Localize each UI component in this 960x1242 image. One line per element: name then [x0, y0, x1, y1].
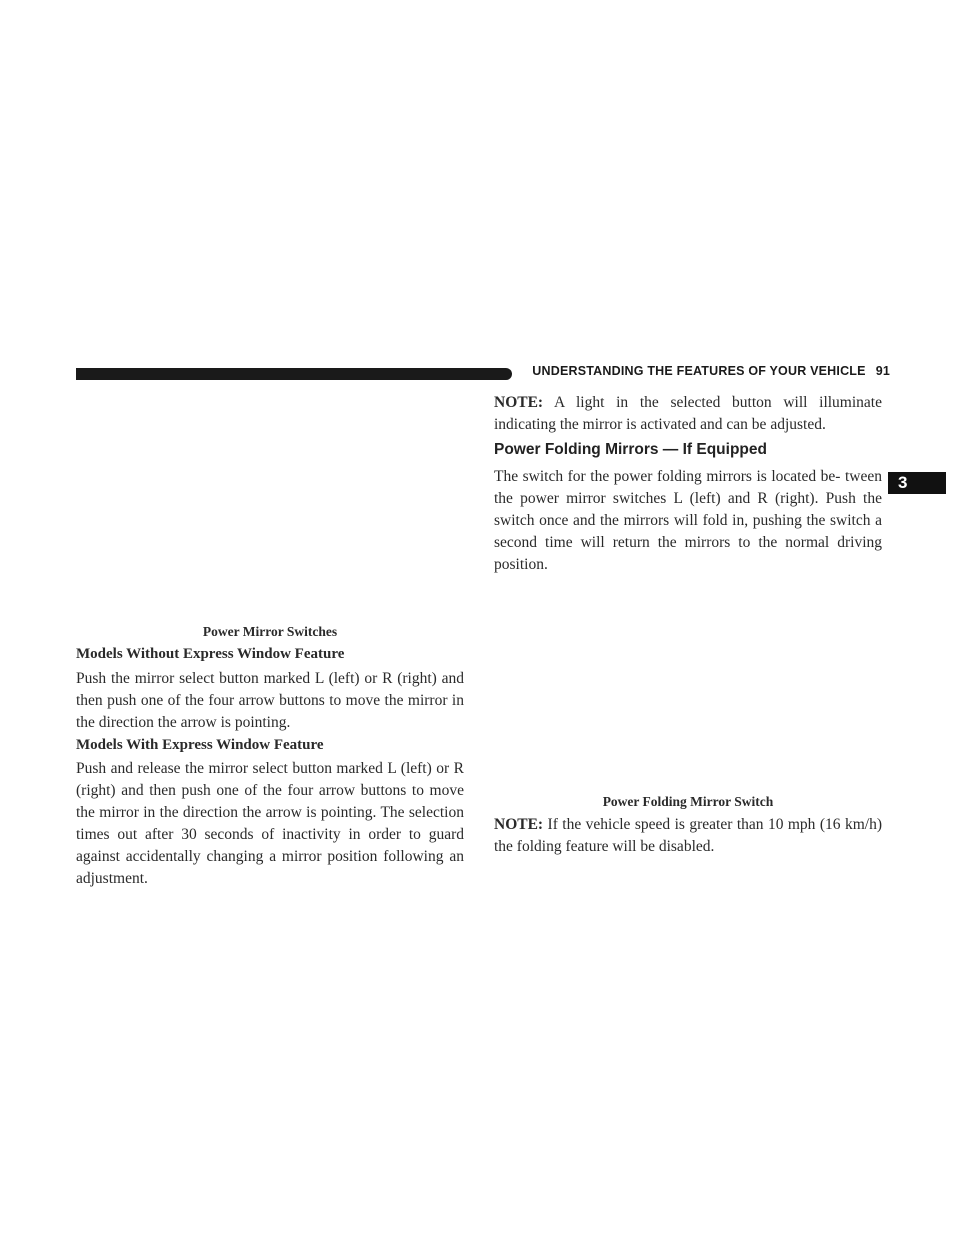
running-header	[518, 364, 890, 378]
header-title: UNDERSTANDING THE FEATURES OF YOUR VEHICLE	[532, 364, 866, 378]
paragraph-power-folding: The switch for the power folding mirrors is located be- tween the power mirror switches L (left) and R (right). Push the switch once and the mirrors will fold in, pushing the switch a second time will return the mirrors to the normal driving position.	[494, 468, 882, 573]
note-speed	[494, 814, 882, 858]
header-rule	[76, 368, 512, 380]
chapter-tab: 3	[888, 472, 946, 494]
figure-caption-right: Power Folding Mirror Switch	[602, 794, 774, 809]
note-label: NOTE:	[494, 816, 544, 833]
note-label: NOTE:	[494, 394, 544, 411]
note-text: A light in the selected button will illuminate indicating the mirror is activated and can be adjusted.	[494, 394, 882, 433]
note-text: If the vehicle speed is greater than 10 mph (16 km/h) the folding feature will be disabled.	[494, 816, 882, 855]
paragraph-without-express: Push the mirror select button marked L (left) or R (right) and then push one of the four arrow buttons to move the mirror in the direction the arrow is pointing.	[76, 670, 464, 731]
paragraph-with-express: Push and release the mirror select button marked L (left) or R (right) and then push one of the four arrow buttons to move the mirror in the direction the arrow is pointing. The selection times out after 30 seconds of inactivity in order to guard against accidentally changing a mirror position following an adjustment.	[76, 760, 464, 887]
figure-caption-left: Power Mirror Switches	[202, 624, 338, 639]
section-heading-without-express: Models Without Express Window Feature	[76, 646, 345, 662]
note-illuminate	[494, 392, 882, 436]
page-number: 91	[875, 364, 890, 378]
section-heading-power-folding: Power Folding Mirrors — If Equipped	[494, 441, 767, 458]
section-heading-with-express: Models With Express Window Feature	[76, 737, 324, 753]
power-folding-mirror-switch-figure	[494, 580, 882, 790]
power-mirror-switches-figure	[76, 392, 464, 620]
